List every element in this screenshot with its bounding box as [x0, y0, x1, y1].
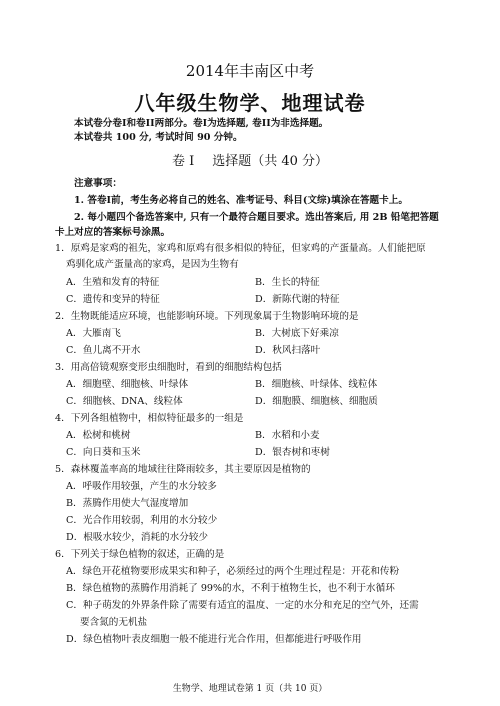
- notes-heading: 注意事项：: [74, 178, 122, 189]
- question-3-option-c: C．细胞核、DNA、线粒体: [66, 396, 183, 407]
- question-3-stem: 3．用高倍镜观察变形虫细胞时，看到的细胞结构包括: [55, 362, 282, 373]
- question-1-option-d: D．新陈代谢的特征: [255, 294, 340, 305]
- note-2b: 卡上对应的答案标号涂黑。: [55, 227, 171, 238]
- question-6-option-c-b: 要含氮的无机盐: [80, 617, 148, 628]
- question-6-option-c-a: C．种子萌发的外界条件除了需要有适宜的温度、一定的水分和充足的空气外，还需: [66, 600, 419, 611]
- question-6-option-a: A．绿色开花植物要形成果实和种子，必须经过的两个生理过程是：开花和传粉: [66, 566, 400, 577]
- question-2-option-d: D．秋风扫落叶: [255, 345, 321, 356]
- paper-title: 八年级生物学、地理试卷: [134, 91, 366, 115]
- question-3-option-a: A．细胞壁、细胞核、叶绿体: [66, 379, 189, 390]
- exam-title: 2014年丰南区中考: [185, 62, 315, 80]
- question-4-option-a: A．松树和桃树: [66, 430, 131, 441]
- intro-line-1: 本试卷分卷I和卷II两部分。卷I为选择题, 卷II为非选择题。: [74, 118, 329, 129]
- question-5-option-c: C．光合作用较弱，利用的水分较少: [66, 515, 218, 526]
- question-2-option-b: B．大树底下好乘凉: [255, 328, 339, 339]
- section-heading: [0, 150, 500, 169]
- question-1-stem-a: 1．原鸡是家鸡的祖先，家鸡和原鸡有很多相似的特征，但家鸡的产蛋量高。人们能把原: [55, 243, 426, 254]
- question-2-stem: 2．生物既能适应环境，也能影响环境。下列现象属于生物影响环境的是: [55, 311, 359, 322]
- note-1: 1. 答卷I前，考生务必将自己的姓名、准考证号、科目(文综)填涂在答题卡上。: [74, 195, 408, 206]
- question-2-option-c: C．鱼儿离不开水: [66, 345, 141, 356]
- question-4-option-b: B．水稻和小麦: [255, 430, 320, 441]
- question-5-option-d: D．根吸水较少，消耗的水分较少: [66, 532, 209, 543]
- question-4-option-d: D．银杏树和枣树: [255, 447, 330, 458]
- question-6-stem: 6．下列关于绿色植物的叙述，正确的是: [55, 549, 225, 560]
- question-6-option-b: B．绿色植物的蒸腾作用消耗了 99%的水，不利于植物生长，也不利于水循环: [66, 583, 395, 594]
- question-6-option-d: D．绿色植物叶表皮细胞一般不能进行光合作用，但都能进行呼吸作用: [66, 634, 362, 645]
- question-4-option-c: C．向日葵和玉米: [66, 447, 141, 458]
- question-5-option-a: A．呼吸作用较强，产生的水分较多: [66, 481, 217, 492]
- page-footer: 生物学、地理试卷第 1 页（共 10 页）: [172, 684, 328, 694]
- intro-line-2: 本试卷共 100 分, 考试时间 90 分钟。: [74, 132, 243, 143]
- note-2a: 2. 每小题四个备选答案中, 只有一个最符合题目要求。选出答案后, 用 2B 铅笔把答题: [74, 212, 439, 223]
- question-5-stem: 5．森林覆盖率高的地域往往降雨较多，其主要原因是植物的: [55, 464, 311, 475]
- question-3-option-d: D．细胞膜、细胞核、细胞质: [255, 396, 378, 407]
- section-title: 选择题（共 40 分）: [212, 154, 329, 169]
- question-1-option-b: B．生长的特征: [255, 277, 320, 288]
- question-3-option-b: B．细胞核、叶绿体、线粒体: [255, 379, 378, 390]
- question-5-option-b: B．蒸腾作用使大气湿度增加: [66, 498, 189, 509]
- question-1-option-a: A．生殖和发育的特征: [66, 277, 160, 288]
- section-label: 卷 I: [171, 154, 195, 169]
- question-2-option-a: A．大雁南飞: [66, 328, 121, 339]
- question-1-stem-b: 鸡驯化成产蛋量高的家鸡，是因为生物有: [66, 259, 239, 270]
- question-1-option-c: C．遗传和变异的特征: [66, 294, 160, 305]
- question-4-stem: 4．下列各组植物中，相似特征最多的一组是: [55, 413, 244, 424]
